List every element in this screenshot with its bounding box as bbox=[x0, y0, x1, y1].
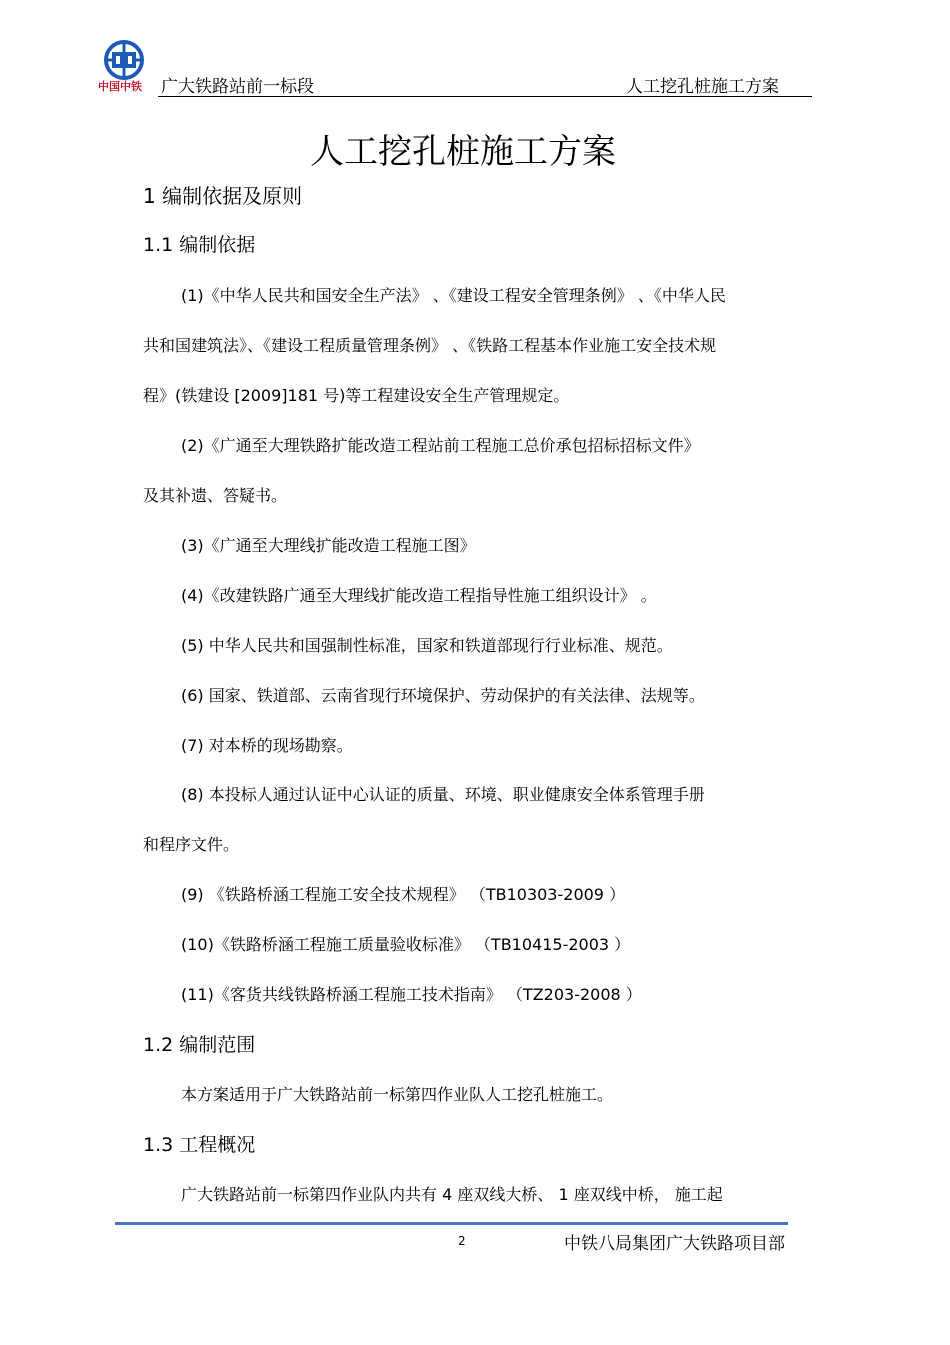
header-doc-name: 人工挖孔桩施工方案 bbox=[626, 77, 779, 97]
basis-item-2-line-2: 及其补遗、答疑书。 bbox=[143, 486, 288, 505]
basis-item-2-line-1: (2)《广通至大理铁路扩能改造工程站前工程施工总价承包招标招标文件》 bbox=[181, 436, 700, 455]
page-number: 2 bbox=[458, 1234, 466, 1248]
section-heading-1-1: 1.1 编制依据 bbox=[143, 234, 256, 256]
section-heading-1: 1 编制依据及原则 bbox=[143, 184, 303, 208]
basis-item-1-line-3: 程》(铁建设 [2009]181 号)等工程建设安全生产管理规定。 bbox=[143, 386, 570, 405]
document-title: 人工挖孔桩施工方案 bbox=[310, 132, 616, 172]
basis-item-1-line-2: 共和国建筑法》、《建设工程质量管理条例》 、《铁路工程基本作业施工安全技术规 bbox=[143, 336, 717, 355]
basis-item-6: (6) 国家、铁道部、云南省现行环境保护、劳动保护的有关法律、法规等。 bbox=[181, 686, 705, 705]
basis-item-11: (11)《客货共线铁路桥涵工程施工技术指南》 （TZ203-2008 ） bbox=[181, 985, 642, 1004]
header-project-name: 广大铁路站前一标段 bbox=[161, 77, 314, 97]
section-heading-1-3: 1.3 工程概况 bbox=[143, 1134, 256, 1156]
section-heading-1-2: 1.2 编制范围 bbox=[143, 1034, 256, 1056]
footer-organization: 中铁八局集团广大铁路项目部 bbox=[564, 1234, 785, 1254]
header-divider bbox=[158, 96, 812, 97]
basis-item-10: (10)《铁路桥涵工程施工质量验收标准》 （TB10415-2003 ） bbox=[181, 935, 631, 954]
basis-item-3: (3)《广通至大理线扩能改造工程施工图》 bbox=[181, 536, 476, 555]
basis-item-9: (9) 《铁路桥涵工程施工安全技术规程》 （TB10303-2009 ） bbox=[181, 885, 626, 904]
basis-item-1-line-1: (1)《中华人民共和国安全生产法》 、《建设工程安全管理条例》 、《中华人民 bbox=[181, 286, 726, 305]
basis-item-8-line-2: 和程序文件。 bbox=[143, 835, 240, 854]
basis-item-5: (5) 中华人民共和国强制性标准，国家和铁道部现行行业标准、规范。 bbox=[181, 636, 673, 655]
basis-item-8-line-1: (8) 本投标人通过认证中心认证的质量、环境、职业健康安全体系管理手册 bbox=[181, 785, 705, 804]
basis-item-7: (7) 对本桥的现场勘察。 bbox=[181, 736, 353, 755]
scope-text: 本方案适用于广大铁路站前一标第四作业队人工挖孔桩施工。 bbox=[181, 1085, 614, 1104]
footer-divider bbox=[115, 1222, 788, 1225]
logo-text: 中国中铁 bbox=[98, 80, 142, 93]
overview-text: 广大铁路站前一标第四作业队内共有 4 座双线大桥、 1 座双线中桥， 施工起 bbox=[181, 1185, 723, 1204]
basis-item-4: (4)《改建铁路广通至大理线扩能改造工程指导性施工组织设计》 。 bbox=[181, 586, 657, 605]
